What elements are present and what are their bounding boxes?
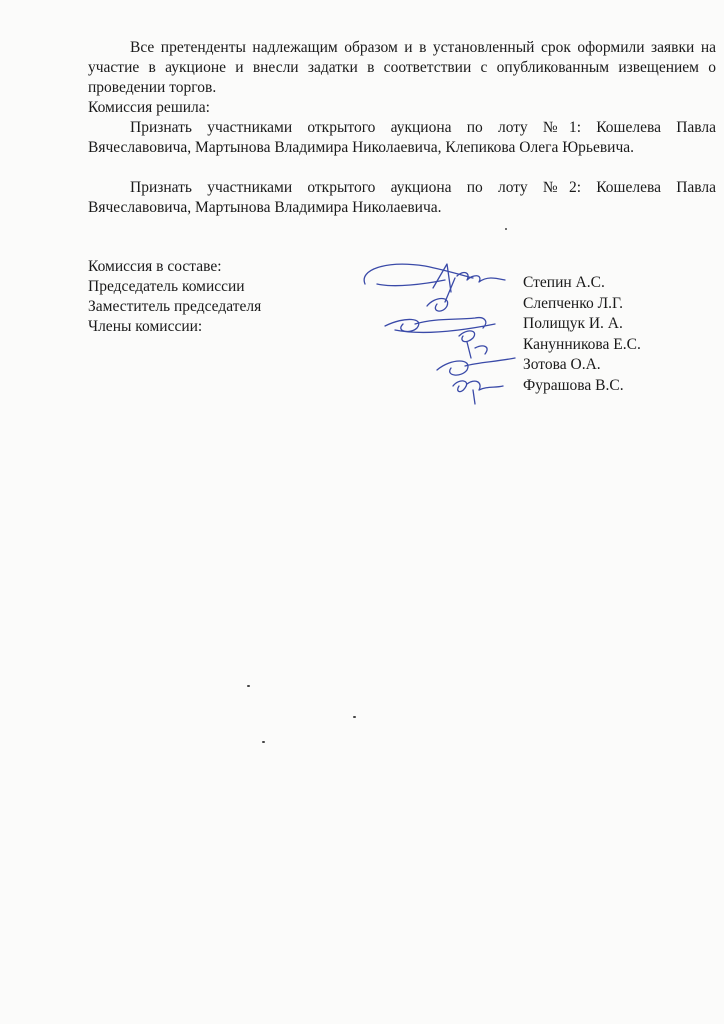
paragraph-applicants: Все претенденты надлежащим образом и в установленный срок оформили заявки на участие в аукционе и внесли задатки в соответствии с опубликованным извещением о проведении торгов. [88,39,716,96]
commission-heading: Комиссия в составе: [88,258,222,275]
role-chairman: Председатель комиссии [88,278,245,295]
handwritten-signatures [355,258,530,408]
member-name: Степин А.С. [523,274,605,291]
scan-speck [505,228,507,230]
member-name: Канунникова Е.С. [523,335,641,353]
member-name: Фурашова В.С. [523,376,624,394]
role-deputy: Заместитель председателя [88,298,262,315]
commission-member-names [523,273,641,397]
paragraph-lot-1: Признать участниками открытого аукциона по лоту №1: Кошелева Павла Вячеславовича, Мартынова Владимира Николаевича, Клепикова Олега Юрьевича. [88,119,716,156]
member-name: Полищук И. А. [523,315,623,333]
scan-speck [247,685,250,687]
commission-roles [88,257,261,337]
paragraph-lot-2: Признать участниками открытого аукциона по лоту №2: Кошелева Павла Вячеславовича, Мартынова Владимира Николаевича. [88,179,716,216]
member-name: Слепченко Л.Г. [523,294,624,312]
commission-decided-label: Комиссия решила: [88,99,210,116]
role-members: Члены комиссии: [88,318,203,335]
scan-speck [353,716,356,718]
member-name: Зотова О.А. [523,356,601,374]
scan-speck [262,741,265,743]
